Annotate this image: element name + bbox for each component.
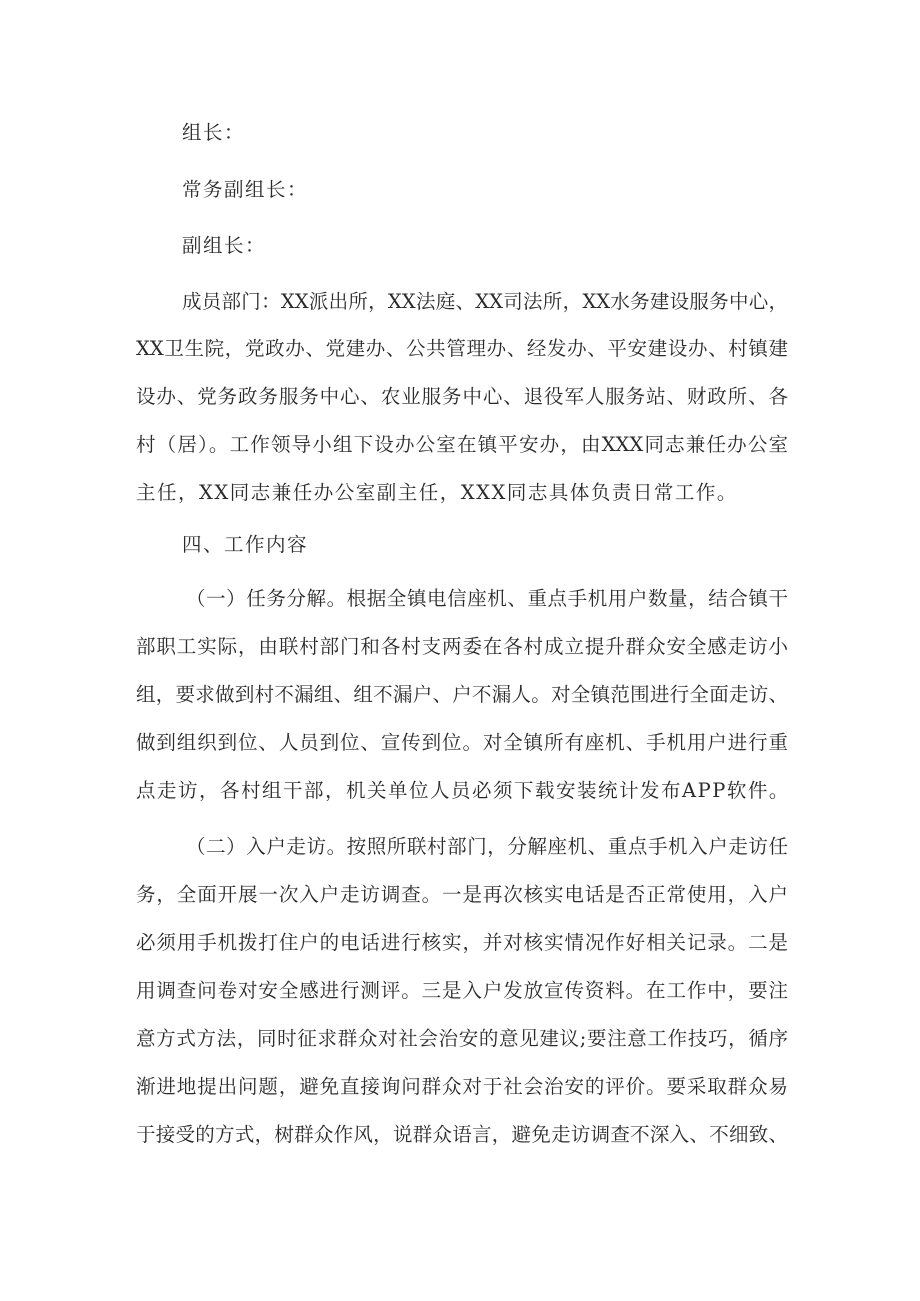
paragraph-line: 部职工实际，由联村部门和各村支两委在各村成立提升群众安全感走访小 xyxy=(136,635,788,658)
paragraph-line: 务，全面开展一次入户走访调查。一是再次核实电话是否正常使用，入户 xyxy=(136,883,788,906)
paragraph-line: 于接受的方式，树群众作风，说群众语言，避免走访调查不深入、不细致、 xyxy=(136,1123,788,1146)
executive-deputy-leader-line: 常务副组长： xyxy=(182,178,309,201)
paragraph-line: 渐进地提出问题，避免直接询问群众对于社会治安的评价。要采取群众易 xyxy=(136,1075,788,1098)
paragraph-line: 主任，XX同志兼任办公室副主任，XXX同志具体负责日常工作。 xyxy=(136,481,738,504)
deputy-leader-line: 副组长： xyxy=(182,234,267,257)
paragraph-line: 必须用手机拨打住户的电话进行核实，并对核实情况作好相关记录。二是 xyxy=(136,931,788,954)
paragraph-line: 意方式方法，同时征求群众对社会治安的意见建议;要注意工作技巧，循序 xyxy=(136,1027,788,1050)
subsection-2-first-line: （二）入户走访。按照所联村部门，分解座机、重点手机入户走访任 xyxy=(186,835,788,858)
leader-line: 组长： xyxy=(182,121,246,144)
member-departments-line: 成员部门：XX派出所，XX法庭、XX司法所，XX水务建设服务中心， xyxy=(182,290,788,313)
paragraph-line: 组，要求做到村不漏组、组不漏户、户不漏人。对全镇范围进行全面走访、 xyxy=(136,683,788,706)
paragraph-line: 村（居）。工作领导小组下设办公室在镇平安办，由XXX同志兼任办公室 xyxy=(136,433,788,456)
paragraph-line: 设办、党务政务服务中心、农业服务中心、退役军人服务站、财政所、各 xyxy=(136,385,788,408)
paragraph-line: 做到组织到位、人员到位、宣传到位。对全镇所有座机、手机用户进行重 xyxy=(136,731,788,754)
paragraph-line: 用调查问卷对安全感进行测评。三是入户发放宣传资料。在工作中，要注 xyxy=(136,979,788,1002)
paragraph-line: 点走访，各村组干部，机关单位人员必须下载安装统计发布APP软件。 xyxy=(136,779,790,802)
subsection-1-first-line: （一）任务分解。根据全镇电信座机、重点手机用户数量，结合镇干 xyxy=(186,587,788,610)
paragraph-line: XX卫生院，党政办、党建办、公共管理办、经发办、平安建设办、村镇建 xyxy=(136,337,788,360)
section-heading: 四、工作内容 xyxy=(182,533,309,556)
